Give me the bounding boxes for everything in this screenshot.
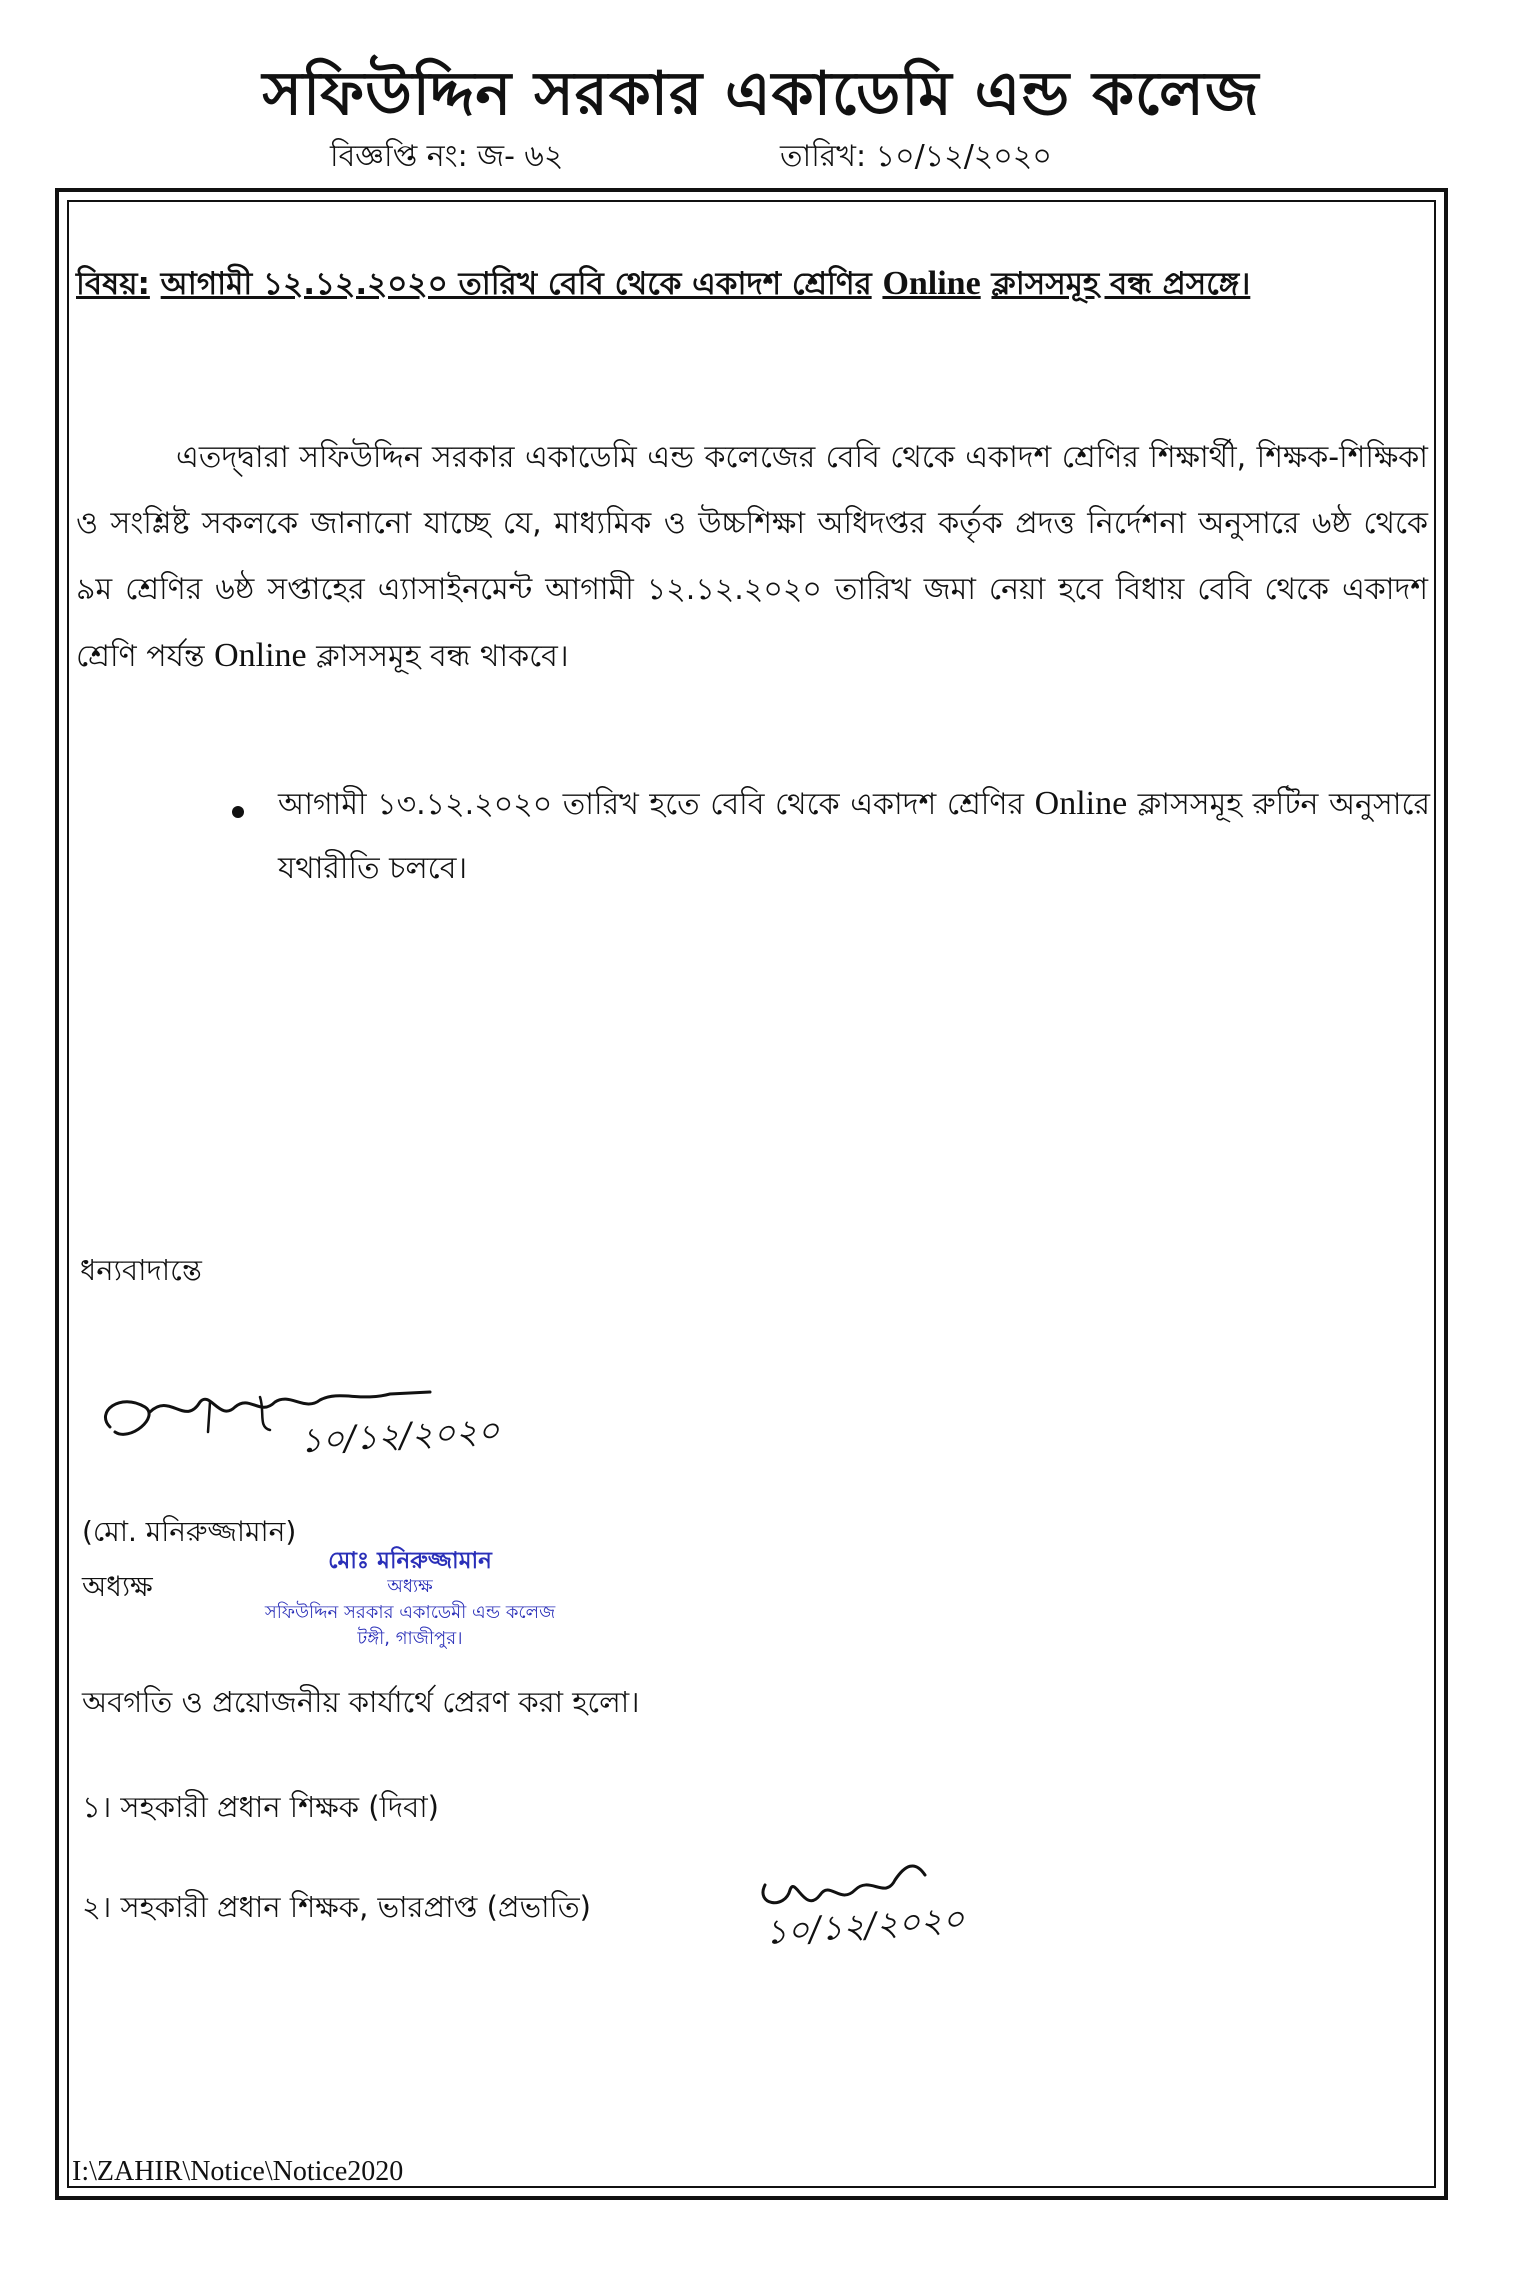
- recipient-item: ১। সহকারী প্রধান শিক্ষক (দিবা): [82, 1790, 439, 1824]
- principal-signature-date: ১০/১২/২০২০: [298, 1410, 501, 1462]
- stamp-name: মোঃ মনিরুজ্জামান: [328, 1548, 492, 1574]
- recipient-item: ২। সহকারী প্রধান শিক্ষক, ভারপ্রাপ্ত (প্রভাতি): [82, 1890, 591, 1924]
- notice-number: বিজ্ঞপ্তি নং: জ- ৬২: [330, 139, 564, 174]
- bullet-online: Online: [1034, 785, 1128, 822]
- assistant-signature-date: ১০/১২/২০২০: [763, 1899, 966, 1953]
- forwarding-text: অবগতি ও প্রয়োজনীয় কার্যার্থে প্রেরণ করা হলো।: [82, 1685, 640, 1719]
- closing-thanks: ধন্যবাদান্তে: [80, 1253, 202, 1287]
- institution-title: সফিউদ্দিন সরকার একাডেমি এন্ড কলেজ: [262, 59, 1260, 129]
- stamp-title: অধ্যক্ষ: [387, 1576, 433, 1597]
- body-end-text: ক্লাসসমূহ বন্ধ থাকবে।: [316, 639, 569, 674]
- bullet-text: [230, 772, 1430, 901]
- principal-designation: অধ্যক্ষ: [82, 1570, 153, 1603]
- bullet-text-before: আগামী ১৩.১২.২০২০ তারিখ হতে বেবি থেকে একাদশ শ্রেণির: [278, 787, 1025, 822]
- official-seal-stamp: [250, 1548, 570, 1652]
- subject-online: Online: [882, 265, 981, 302]
- body-main-text: এতদ্দ্বারা সফিউদ্দিন সরকার একাডেমি এন্ড কলেজের বেবি থেকে একাদশ শ্রেণির শিক্ষার্থী, শিক্ষক-শিক্ষিকা ও সংশ্লিষ্ট সকলকে জানানো যাচ্ছে যে, মাধ্যমিক ও উচ্চশিক্ষা অধিদপ্তর কর্তৃক প্রদত্ত নির্দেশনা অনুসারে ৬ষ্ঠ থেকে ৯ম শ্রেণির ৬ষ্ঠ সপ্তাহের এ্যাসাইনমেন্ট আগামী ১২.১২.২০২০ তারিখ জমা নেয়া হবে বিধায় বেবি থেকে একাদশ শ্রেণি পর্যন্ত: [76, 440, 1428, 674]
- stamp-address: টঙ্গী, গাজীপুর।: [357, 1628, 463, 1649]
- notice-date: তারিখ: ১০/১২/২০২০: [780, 139, 1052, 174]
- stamp-institution: সফিউদ্দিন সরকার একাডেমী এন্ড কলেজ: [264, 1602, 556, 1623]
- notice-subject: [76, 252, 1428, 316]
- notice-body-paragraph: [76, 425, 1428, 690]
- bullet-text-after: ক্লাসসমূহ রুটিন অনুসারে যথারীতি চলবে।: [278, 787, 1430, 886]
- body-online: Online: [214, 637, 307, 674]
- subject-label: বিষয়:: [76, 266, 150, 302]
- notice-bullet: [230, 772, 1430, 901]
- principal-name: (মো. মনিরুজ্জামান): [82, 1515, 297, 1548]
- subject-text-after: ক্লাসসমূহ বন্ধ প্রসঙ্গে।: [991, 266, 1251, 302]
- subject-text-before: আগামী ১২.১২.২০২০ তারিখ বেবি থেকে একাদশ শ্রেণির: [160, 266, 872, 302]
- file-path: I:\ZAHIR\Notice\Notice2020: [72, 2156, 404, 2187]
